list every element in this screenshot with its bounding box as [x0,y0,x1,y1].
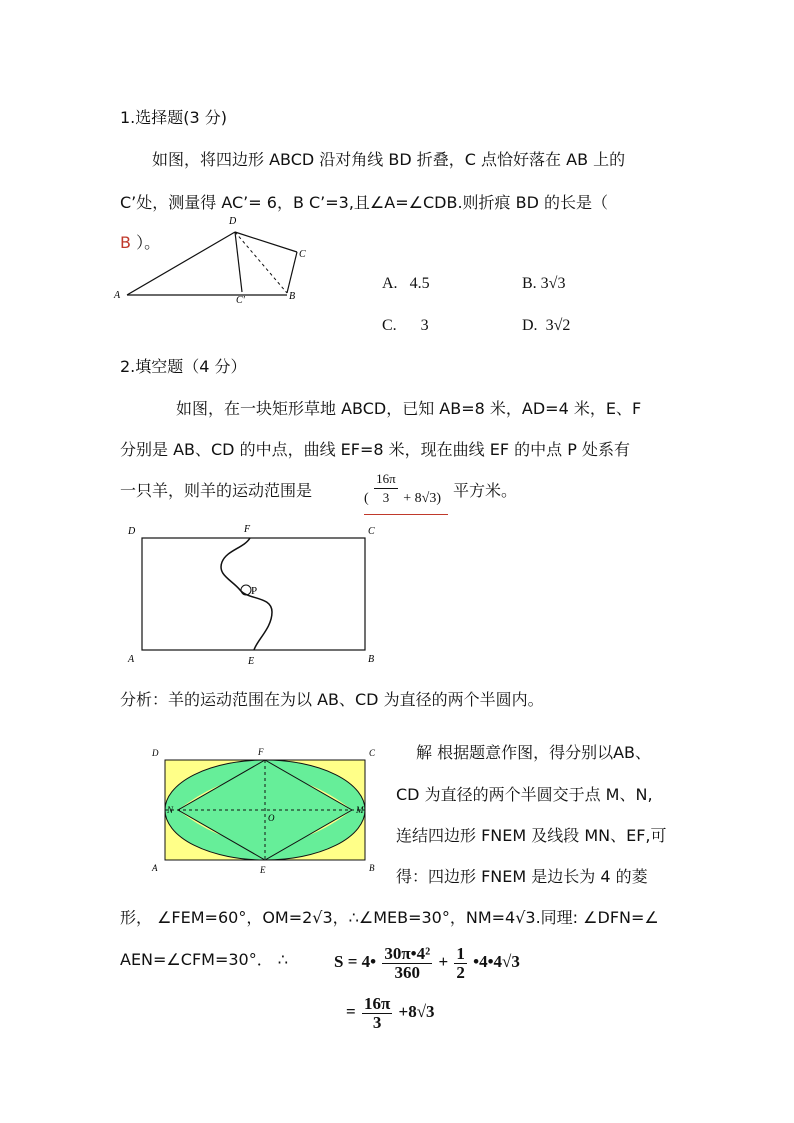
analysis-label-o: O [268,813,275,823]
formula-f2-den: 2 [456,962,465,982]
q1-option-d-label: D. [522,317,538,334]
solution-line1: 解 根据题意作图，得分别以AB、 [416,743,652,762]
q1-label-c-prime: C' [236,295,245,306]
analysis-label-m: M [356,805,364,815]
q2-text-line1: 如图，在一块矩形草地 ABCD，已知 AB=8 米，AD=4 米，E、F [176,399,642,418]
q1-answer-close: ）。 [136,233,161,252]
q1-text-line1: 如图，将四边形 ABCD 沿对角线 BD 折叠，C 点恰好落在 AB 上的 [152,150,626,169]
formula-f2-num: 1 [456,943,465,963]
q2-answer-den: 3 [382,490,390,505]
formula-fraction-1 [382,945,432,982]
area-formula-line1 [334,938,520,986]
solution-line3: 连结四边形 FNEM 及线段 MN、EF,可 [396,826,667,845]
formula-fraction-2 [454,945,467,982]
q2-text-line3: 一只羊，则羊的运动范围是 [120,481,313,500]
q1-label-c: C [299,249,306,260]
formula-s-label: S = 4• [334,952,377,971]
analysis-label-a: A [152,863,158,873]
q1-option-a-value: 4.5 [409,275,430,292]
q2-label-p: P [251,585,258,597]
analysis-label-n: N [167,805,174,815]
q1-option-b-value: 3√3 [540,275,566,292]
solution-line4: 得：四边形 FNEM 是边长为 4 的菱 [396,867,648,886]
q1-option-c [382,316,429,336]
q2-label-f: F [244,524,251,535]
formula-fraction-3 [362,995,392,1032]
q2-answer-num: 16π [374,470,398,489]
formula-f1-num: 30π•4² [384,943,431,963]
q2-label-c: C [368,526,375,537]
q2-answer-blank [364,470,448,515]
q1-figure [110,212,310,307]
formula-f3-num: 16π [363,993,391,1013]
solution-line6: AEN=∠CFM=30°． ∴ [120,950,288,969]
q2-text-line2: 分别是 AB、CD 的中点，曲线 EF=8 米，现在曲线 EF 的中点 P 处系有 [120,440,630,459]
solution-line2: CD 为直径的两个半圆交于点 M、N, [396,785,653,804]
q2-label-d: D [128,526,136,537]
formula-tail-2: +8√3 [398,1002,435,1021]
formula-f1-den: 360 [394,962,421,982]
q2-answer-open: ( [364,490,369,506]
q2-figure [122,520,382,670]
q2-answer-fraction [374,470,398,507]
q1-option-b-label: B. [522,275,537,292]
analysis-label-e: E [260,865,266,875]
formula-tail-1: •4•4√3 [473,952,520,971]
q1-answer: B [120,233,131,252]
area-formula-line2 [346,988,435,1036]
q1-label-a: A [114,290,121,301]
q1-option-d-value: 3√2 [545,317,571,334]
analysis-label-b: B [369,863,375,873]
q1-option-b [522,274,565,294]
analysis-line: 分析：羊的运动范围在为以 AB、CD 为直径的两个半圆内。 [120,690,544,709]
q1-option-d [522,316,570,336]
analysis-label-c: C [369,748,376,758]
analysis-figure [148,742,388,877]
q2-label-b: B [368,654,375,665]
q1-label-b: B [289,291,296,302]
q1-text-line2: C’处，测量得 AC’= 6，B C’=3,且∠A=∠CDB.则折痕 BD 的长是（ [120,193,608,212]
analysis-label-d: D [152,748,159,758]
q2-label-a: A [128,654,135,665]
analysis-label-f: F [258,747,264,757]
formula-f3-den: 3 [372,1012,382,1032]
q2-unit: 平方米。 [453,481,518,500]
q1-option-a [382,274,430,294]
q1-option-a-label: A. [382,275,398,292]
q1-option-c-label: C. [382,317,397,334]
formula-plus: + [438,952,449,971]
solution-line5: 形， ∠FEM=60°，OM=2√3，∴∠MEB=30°，NM=4√3.同理: ∠DFN=∠ [120,908,659,927]
formula-equals: = [346,1002,356,1021]
q2-label-e: E [248,656,255,667]
q1-option-c-value: 3 [420,317,429,334]
q1-label-d: D [229,216,237,227]
q1-heading: 1.选择题(3 分) [120,108,228,127]
q2-heading: 2.填空题（4 分） [120,357,247,376]
q2-answer-tail: + 8√3) [403,490,441,506]
